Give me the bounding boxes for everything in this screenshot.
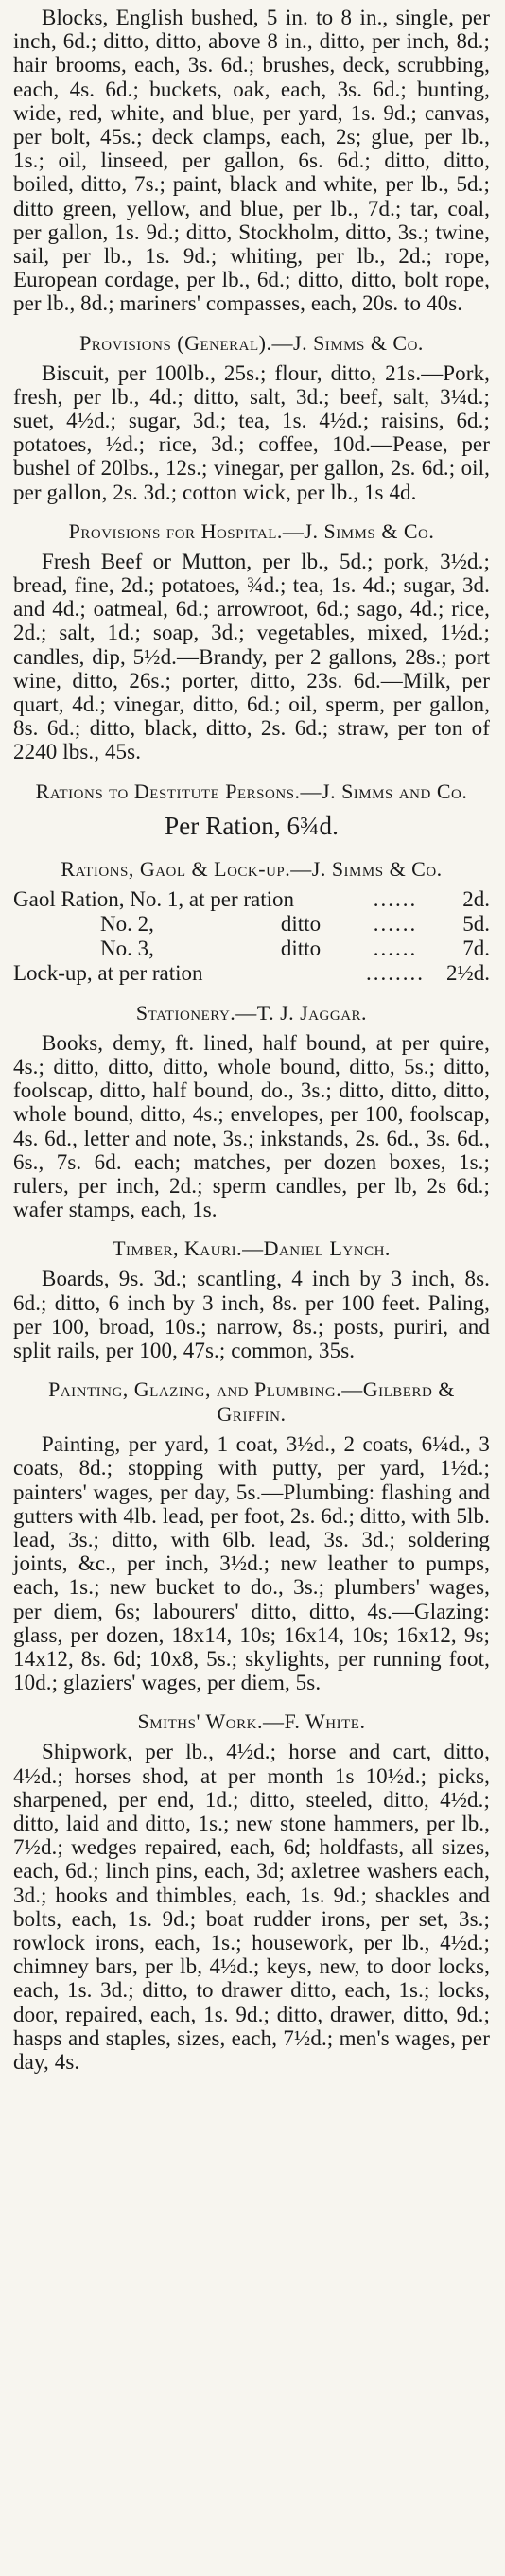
ration-row (13, 887, 490, 912)
per-ration-line: Per Ration, 6¾d. (165, 811, 339, 840)
section-heading: Provisions for Hospital.—J. Simms & Co. (68, 518, 435, 543)
paragraph: Painting, per yard, 1 coat, 3½d., 2 coats, 6¼d., 3 coats, 8d.; stopping with putty, per yard, 1½d.; painters' wages, per day, 5s.—Plumbing: flashing and gutters with 4lb. lead, per foot, 2s. 6d.; ditto, with 5lb. lead, 3s.; ditto, with 6lb. lead, 3s. 3d.; soldering joints, &c., per inch, 3½d.; new leather to pumps, each, 1s.; new bucket to do., 3s.; plumbers' wages, per diem, 6s; labourers' ditto, ditto, 4s.—Glazing: glass, per dozen, 18x14, 10s; 16x14, 10s; 16x12, 9s; 14x12, 8s. 6d; 10x8, 5s.; skylights, per running foot, 10d.; glaziers' wages, per diem, 5s. (13, 1432, 490, 1695)
section-heading: Smiths' Work.—F. White. (137, 1709, 366, 1734)
paragraph: Blocks, English bushed, 5 in. to 8 in., single, per inch, 6d.; ditto, ditto, above 8 in., ditto, per inch, 8d.; hair brooms, each, 3s. 6d.; brushes, deck, scrubbing, each, 4s. 6d.; buckets, oak, each, 3s. 6d.; bunting, wide, red, white, and blue, per yard, 1s. 9d.; canvas, per bolt, 45s.; deck clamps, each, 2s; glue, per lb., 1s.; oil, linseed, per gallon, 6s. 6d.; ditto, ditto, boiled, ditto, 7s.; paint, black and white, per lb., 5d.; ditto green, yellow, and blue, per lb., 7d.; tar, coal, per gallon, 1s. 9d.; ditto, Stockholm, ditto, 3s.; twine, sail, per lb., 1s. 9d.; whiting, per lb., 2d.; rope, European cordage, per lb., 6d.; ditto, ditto, bolt rope, per lb., 8d.; mariners' compasses, each, 20s. to 40s. (13, 6, 490, 316)
paragraph: Boards, 9s. 3d.; scantling, 4 inch by 3 inch, 8s. 6d.; ditto, 6 inch by 3 inch, 8s. per 100 feet. Paling, per 100, broad, 10s.; narrow, 8s.; posts, puriri, and split rails, per 100, 47s.; common, 35s. (13, 1267, 490, 1362)
section-rations-destitute (13, 780, 490, 842)
paragraph: Fresh Beef or Mutton, per lb., 5d.; pork, 3½d.; bread, fine, 2d.; potatoes, ¾d.; tea, 1s. 4d.; sugar, 3d. and 4d.; oatmeal, 6d.; arrowroot, 6d.; sago, 4d.; rice, 2d.; salt, 1d.; soap, 3d.; vegetables, mixed, 1½d.; candles, dip, 5½d.—Brandy, per 2 gallons, 28s.; port wine, ditto, 26s.; porter, ditto, 23s. 6d.—Milk, per quart, 4d.; vinegar, ditto, 6d.; oil, sperm, per gallon, 8s. 6d.; ditto, black, ditto, 2s. 6d.; straw, per ton of 2240 lbs., 45s. (13, 549, 490, 764)
section-painting (13, 1377, 490, 1694)
section-heading: Timber, Kauri.—Daniel Lynch. (113, 1236, 391, 1261)
section-timber (13, 1236, 490, 1362)
ration-amount: 2½d. (446, 960, 490, 985)
ration-label: Gaol Ration, No. 1, at per ration (13, 886, 295, 911)
section-heading: Rations, Gaol & Lock-up.—J. Simms & Co. (61, 856, 443, 881)
ration-label: Lock-up, at per ration (13, 960, 203, 985)
ration-ditto: ditto (280, 911, 322, 936)
ration-amount: 5d. (462, 911, 490, 936)
ration-row (13, 961, 490, 986)
ration-label: No. 3, (100, 936, 154, 960)
ration-amount: 2d. (462, 886, 490, 911)
section-heading: Rations to Destitute Persons.—J. Simms and Co. (35, 779, 468, 803)
section-provisions-hospital (13, 519, 490, 764)
paragraph: Biscuit, per 100lb., 25s.; flour, ditto, 21s.—Pork, fresh, per lb., 4d.; ditto, salt, 3d.; beef, salt, 3¼d.; suet, 4½d.; sugar, 3d.; tea, 1s. 4½d.; raisins, 6d.; potatoes, ½d.; rice, 3d.; coffee, 10d.—Pease, per bushel of 20lbs., 12s.; vinegar, per gallon, 2s. 6d.; oil, per gallon, 2s. 3d.; cotton wick, per lb., 1s 4d. (13, 360, 490, 504)
section-stationery (13, 1001, 490, 1222)
ration-ditto: ditto (280, 936, 322, 960)
section-smiths (13, 1709, 490, 2074)
section-heading: Provisions (General).—J. Simms & Co. (79, 330, 424, 355)
ration-dots: ........ (366, 960, 425, 985)
section-provisions-general (13, 331, 490, 504)
ration-label: No. 2, (100, 911, 154, 936)
section-blocks (13, 6, 490, 316)
paragraph: Shipwork, per lb., 4½d.; horse and cart, ditto, 4½d.; horses shod, at per month 1s 10½d.; picks, sharpened, per end, 1d.; ditto, steeled, ditto, 4½d.; ditto, laid and ditto, 1s.; new stone hammers, per lb., 7½d.; wedges repaired, each, 6d; holdfasts, all sizes, each, 6d.; linch pins, each, 3d; axletree washers each, 3d.; hooks and thimbles, each, 1s. 9d.; shackles and bolts, each, 1s. 9d.; boat rudder irons, per set, 3s.; rowlock irons, each, 1s.; housework, per lb., 4½d.; chimney bars, per lb, 4½d.; keys, new, to door locks, each, 1s. 3d.; ditto, to drawer ditto, each, 1s.; locks, door, repaired, each, 1s. 9d.; ditto, drawer, ditto, 9d.; hasps and staples, sizes, each, 7½d.; men's wages, per day, 4s. (13, 1740, 490, 2074)
ration-row (13, 937, 490, 961)
ration-dots: ...... (373, 911, 418, 936)
ration-amount: 7d. (462, 936, 490, 960)
ration-row (13, 912, 490, 937)
section-rations-gaol (13, 857, 490, 986)
section-heading: Stationery.—T. J. Jaggar. (135, 1000, 368, 1025)
ration-dots: ...... (373, 936, 418, 960)
paragraph: Books, demy, ft. lined, half bound, at per quire, 4s.; ditto, ditto, ditto, whole bound, ditto, 5s.; ditto, foolscap, ditto, half bound, do., 3s.; ditto, ditto, ditto, whole bound, ditto, 4s.; envelopes, per 100, foolscap, 4s. 6d., letter and note, 3s.; inkstands, 2s. 6d., 3s. 6d., 6s., 7s. 6d. each; matches, per dozen boxes, 1s.; rulers, per inch, 2d.; sperm candles, per lb, 2s 6d.; wafer stamps, each, 1s. (13, 1030, 490, 1222)
ration-dots: ...... (373, 886, 418, 911)
section-heading: Painting, Glazing, and Plumbing.—Gilberd & Griffin. (48, 1377, 455, 1427)
